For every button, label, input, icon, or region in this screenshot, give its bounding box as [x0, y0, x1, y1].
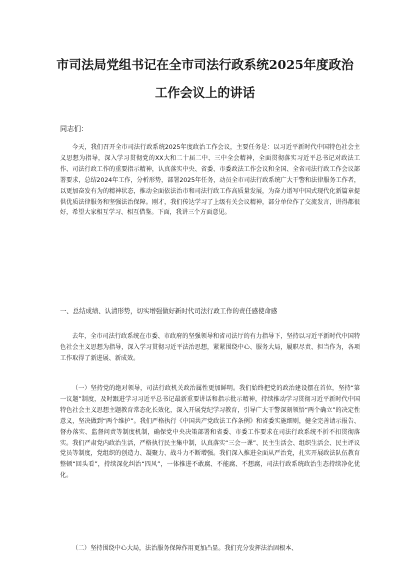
document-title: 市司法局党组书记在全市司法行政系统2025年度政治工作会议上的讲话: [56, 57, 354, 100]
section-1-heading: 一、总结成绩、认清形势，切实增强做好新时代司法行政工作的责任感使命感: [60, 307, 278, 315]
section-1-paragraph: 去年，全市司法行政系统在市委、市政府的坚强领导和省司法厅的有力指导下，坚持以习近平新时代中国特色社会主义思想为指导，深入学习贯彻习近平法治思想，紧紧围绕中心、服务大局，履职尽责、担当作为，各项工作取得了新进展、新成效。: [60, 333, 360, 362]
subsection-2-paragraph: （二）坚持围绕中心大局，法治服务保障作用更加凸显。我们充分发挥法治固根本、: [72, 545, 298, 552]
greeting: 同志们：: [60, 125, 88, 133]
subsection-1-paragraph: （一）坚持党的绝对领导，司法行政机关政治属性更加鲜明。我们始终把党的政治建设摆在首位，坚持“第一议题”制度，及时跟进学习习近平总书记最新重要讲话和指示批示精神，持续推动学习贯彻习近平新时代中国特色社会主义思想主题教育常态化长效化，深入开展党纪学习教育，引导广大干警深刻领悟“两个确立”的决定性意义，坚决做到“两个维护”。我们严格执行《中国共产党政法工作条例》和省委实施细则，健全完善请示报告、督办落实、监督问责等制度机制，确保党中央决策部署和省委、市委工作要求在司法行政系统不折不扣贯彻落实。我们严肃党内政治生活，严格执行民主集中制，认真落实“三会一课”、民主生活会、组织生活会、民主评议党员等制度，党组织的创造力、凝聚力、战斗力不断增强。我们深入推进全面从严治党，扎实开展政法队伍教育整顿“回头看”，持续深化纠治“四风”，一体推进不敢腐、不能腐、不想腐，司法行政系统政治生态持续净化优化。: [60, 385, 360, 480]
intro-paragraph: 今天，我们召开全市司法行政系统2025年度政治工作会议，主要任务是：以习近平新时代中国特色社会主义思想为指导，深入学习贯彻党的XX大和二十届二中、三中全会精神，全面贯彻落实习近平总书记对政法工作、司法行政工作的重要指示精神，认真落实中央、省委、市委政法工作会议和全国、全省司法行政工作会议部署要求，总结2024年工作，分析形势，部署2025年任务，动员全市司法行政系统广大干警和法律服务工作者，以更加奋发有为的精神状态，推动全面依法治市和司法行政工作高质量发展，为奋力谱写中国式现代化新篇章提供优质法律服务和坚强法治保障。刚才，我们传达学习了上级有关会议精神，部分单位作了交流发言，讲得都很好，希望大家相互学习、相互借鉴。下面，我讲三个方面意见。: [60, 144, 360, 217]
